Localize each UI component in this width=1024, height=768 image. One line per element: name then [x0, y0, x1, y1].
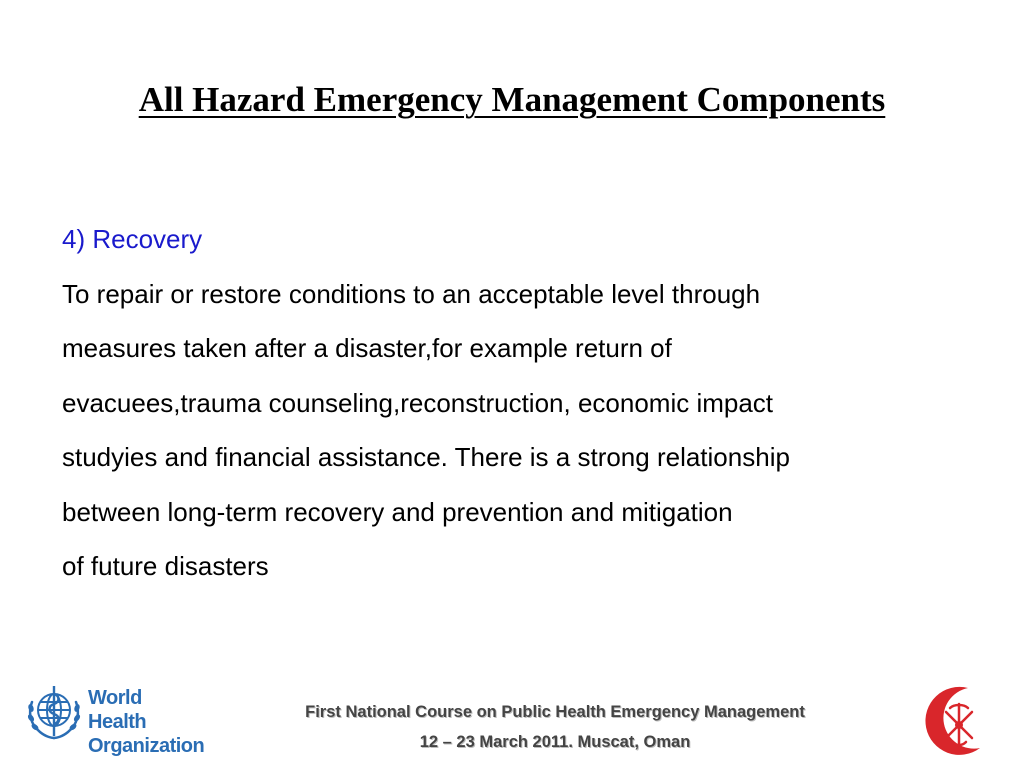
section-heading: 4) Recovery	[62, 224, 203, 254]
body-line: evacuees,trauma counseling,reconstruction, economic impact	[62, 387, 774, 418]
who-emblem-icon	[24, 680, 84, 744]
oman-red-crescent-logo	[910, 678, 994, 762]
slide-body	[62, 212, 982, 594]
footer-date-line: 12 – 23 March 2011. Muscat, Oman	[419, 733, 691, 751]
body-line: To repair or restore conditions to an acceptable level through	[62, 278, 761, 309]
body-line: measures taken after a disaster,for example return of	[62, 333, 672, 363]
who-wordmark-line1: World Health	[88, 687, 147, 733]
red-crescent-emblem-icon	[910, 678, 994, 762]
body-line: between long-term recovery and prevention and mitigation	[62, 496, 733, 527]
who-logo	[24, 680, 205, 757]
footer	[240, 697, 870, 757]
who-wordmark-line2: Organization	[88, 735, 205, 757]
footer-course-line: First National Course on Public Health Emergency Management	[305, 703, 805, 721]
body-line: of future disasters	[62, 551, 269, 581]
who-wordmark	[88, 686, 204, 758]
slide-title: All Hazard Emergency Management Components	[138, 80, 886, 119]
body-line: studyies and financial assistance. There is a strong relationship	[62, 442, 790, 472]
